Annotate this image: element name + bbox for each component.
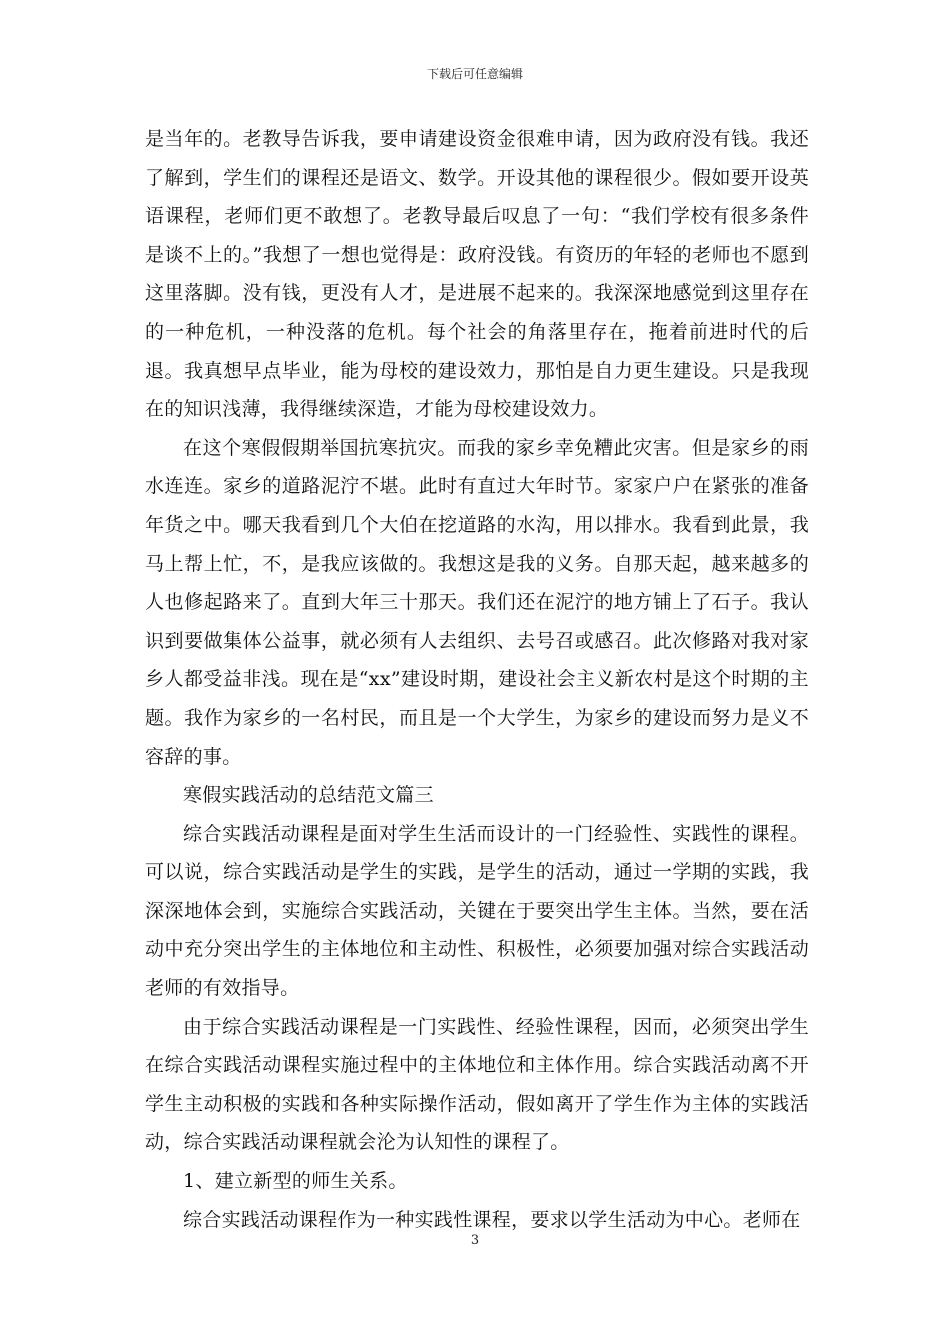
paragraph-1: 是当年的。老教导告诉我，要申请建设资金很难申请，因为政府没有钱。我还了解到，学生们的课程还是语文、数学。开设其他的课程很少。假如要开设英语课程，老师们更不敢想了。老教导最后叹息了一句：“我们学校有很多条件是谈不上的。”我想了一想也觉得是：政府没钱。有资历的年轻的老师也不愿到这里落脚。没有钱，更没有人才，是进展不起来的。我深深地感觉到这里存在的一种危机，一种没落的危机。每个社会的角落里存在，拖着前进时代的后退。我真想早点毕业，能为母校的建设效力，那怕是自力更生建设。只是我现在的知识浅薄，我得继续深造，才能为母校建设效力。 [145, 128, 809, 421]
section-heading: 寒假实践活动的总结范文篇三 [183, 784, 434, 807]
paragraph-5: 综合实践活动课程作为一种实践性课程，要求以学生活动为中心。老师在 [183, 1208, 801, 1231]
document-body [145, 120, 809, 1239]
paragraph-4: 由于综合实践活动课程是一门实践性、经验性课程，因而，必须突出学生在综合实践活动课程实施过程中的主体地位和主体作用。综合实践活动离不开学生主动积极的实践和各种实际操作活动，假如离开了学生作为主体的实践活动，综合实践活动课程就会沦为认知性的课程了。 [145, 1015, 809, 1154]
subheading-1: 1、建立新型的师生关系。 [183, 1170, 408, 1193]
page-number: 3 [470, 1233, 480, 1248]
paragraph-3: 综合实践活动课程是面对学生生活而设计的一门经验性、实践性的课程。可以说，综合实践活动是学生的实践，是学生的活动，通过一学期的实践，我深深地体会到，实施综合实践活动，关键在于要突出学生主体。当然，要在活动中充分突出学生的主体地位和主动性、积极性，必须要加强对综合实践活动老师的有效指导。 [145, 822, 809, 1000]
page-header: 下载后可任意编辑 [426, 67, 523, 81]
paragraph-2: 在这个寒假假期举国抗寒抗灾。而我的家乡幸免糟此灾害。但是家乡的雨水连连。家乡的道路泥泞不堪。此时有直过大年时节。家家户户在紧张的准备年货之中。哪天我看到几个大伯在挖道路的水沟，用以排水。我看到此景，我马上帮上忙，不，是我应该做的。我想这是我的义务。自那天起，越来越多的人也修起路来了。直到大年三十那天。我们还在泥泞的地方铺上了石子。我认识到要做集体公益事，就必须有人去组织、去号召或感召。此次修路对我对家乡人都受益非浅。现在是“xx”建设时期，建设社会主义新农村是这个时期的主题。我作为家乡的一名村民，而且是一个大学生，为家乡的建设而努力是义不容辞的事。 [145, 436, 809, 768]
